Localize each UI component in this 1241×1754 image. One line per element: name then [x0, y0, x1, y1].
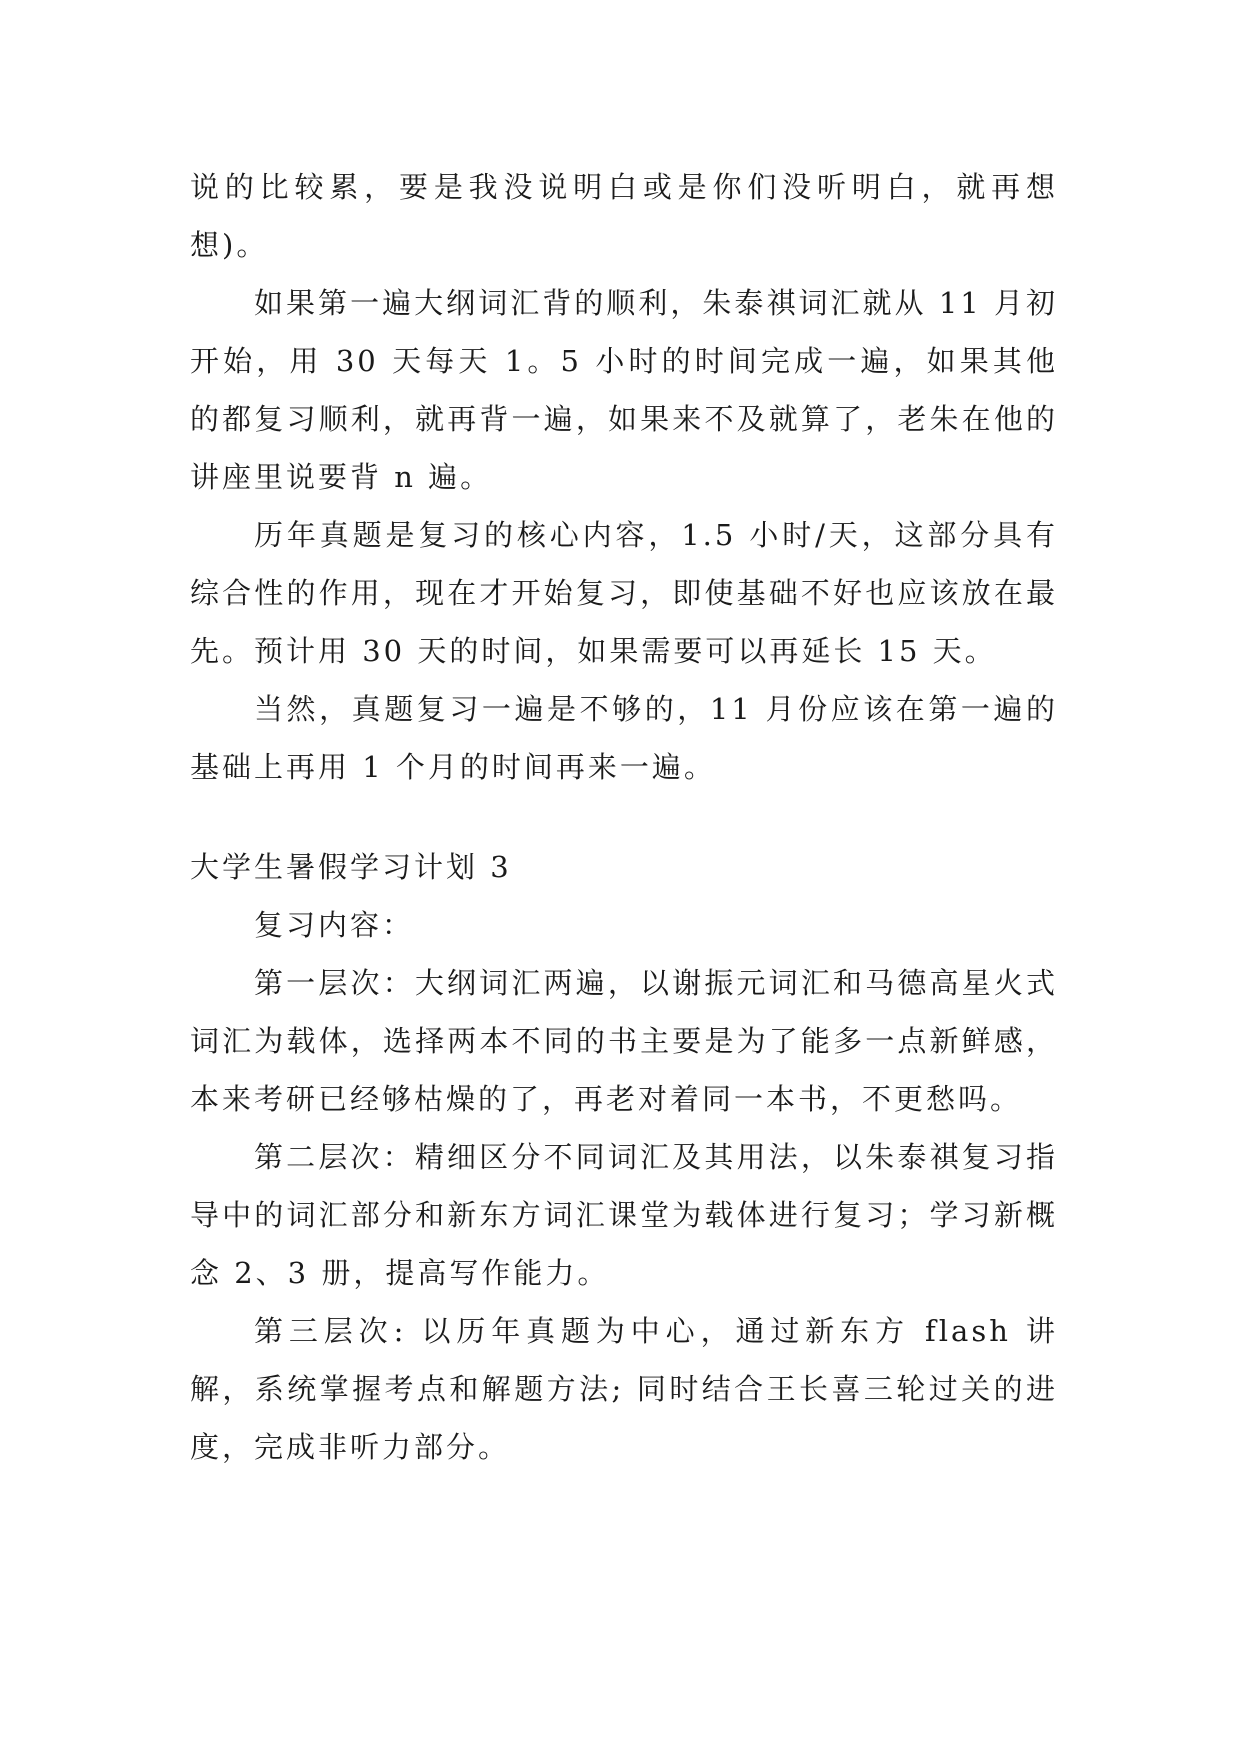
paragraph-second-review: 当然，真题复习一遍是不够的，11 月份应该在第一遍的基础上再用 1 个月的时间再来一遍。	[190, 692, 1058, 784]
paragraph-continuation: 说的比较累，要是我没说明白或是你们没听明白，就再想想)。	[190, 170, 1058, 262]
paragraph-vocabulary-plan: 如果第一遍大纲词汇背的顺利，朱泰祺词汇就从 11 月初开始，用 30 天每天 1。5 小时的时间完成一遍，如果其他的都复习顺利，就再背一遍，如果来不及就算了，老朱在他的讲座里说要背 n 遍。	[190, 286, 1058, 494]
section-title: 大学生暑假学习计划 3	[190, 850, 512, 884]
paragraph-level-two: 第二层次：精细区分不同词汇及其用法，以朱泰祺复习指导中的词汇部分和新东方词汇课堂为载体进行复习；学习新概念 2、3 册，提高写作能力。	[190, 1140, 1058, 1290]
paragraph-past-exams: 历年真题是复习的核心内容，1.5 小时/天，这部分具有综合性的作用，现在才开始复习，即使基础不好也应该放在最先。预计用 30 天的时间，如果需要可以再延长 15 天。	[190, 518, 1058, 668]
paragraph-level-three: 第三层次: 以历年真题为中心，通过新东方 flash 讲解，系统掌握考点和解题方法; 同时结合王长喜三轮过关的进度，完成非听力部分。	[190, 1314, 1058, 1464]
paragraph-review-content-label: 复习内容：	[254, 908, 415, 942]
document-body	[190, 158, 1058, 1476]
paragraph-level-one: 第一层次：大纲词汇两遍，以谢振元词汇和马德高星火式词汇为载体，选择两本不同的书主要是为了能多一点新鲜感，本来考研已经够枯燥的了，再老对着同一本书，不更愁吗。	[190, 966, 1058, 1116]
